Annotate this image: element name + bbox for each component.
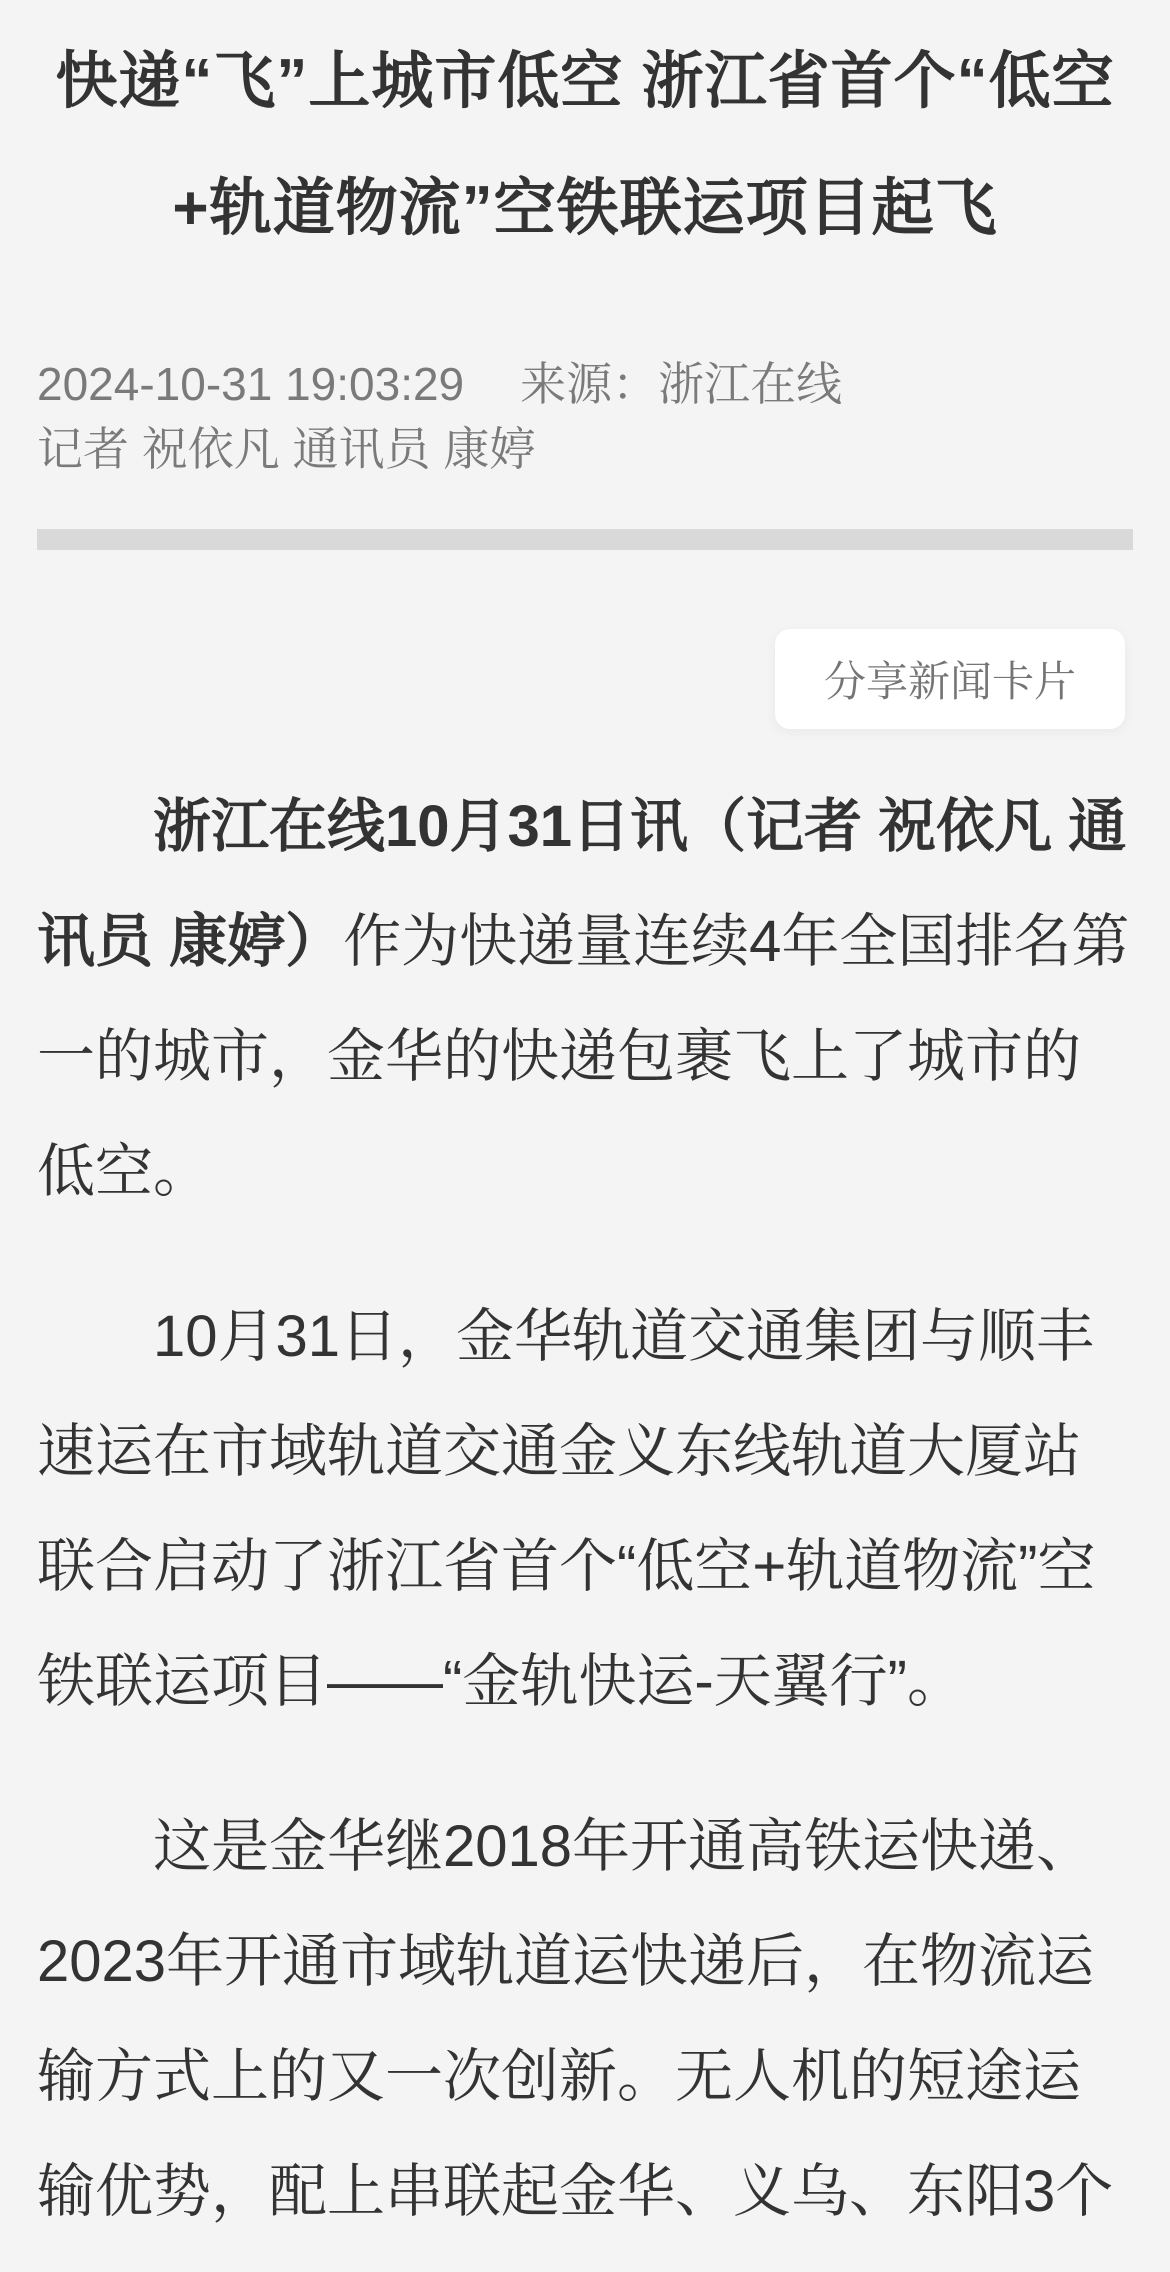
share-button-row: [37, 629, 1125, 729]
reporter-credit: 记者 祝依凡 通讯员 康婷: [37, 423, 536, 475]
paragraph-lead: 浙江在线10月31日讯（记者 祝依凡 通讯员 康婷）: [37, 794, 1127, 974]
publish-datetime: 2024-10-31 19:03:29: [37, 358, 465, 410]
article-meta: [37, 352, 1133, 482]
share-news-card-button[interactable]: 分享新闻卡片: [775, 629, 1125, 729]
paragraph-text: 作为快递量连续4年全国排名第一的城市，金华的快递包裹飞上了城市的低空。: [37, 909, 1130, 1204]
section-divider: [37, 529, 1133, 550]
paragraph: [37, 1789, 1133, 2249]
paragraph: [37, 769, 1133, 1229]
article-title: 快递“飞”上城市低空 浙江省首个“低空+轨道物流”空铁联运项目起飞: [55, 47, 1115, 243]
article-body: [37, 769, 1133, 2249]
paragraph-text: 这是金华继2018年开通高铁运快递、2023年开通市域轨道运快递后，在物流运输方式上的又一次创新。无人机的短途运输优势，配上串联起金华、义乌、东阳3个: [37, 1814, 1114, 2224]
paragraph: [37, 1279, 1133, 1739]
paragraph-text: 10月31日，金华轨道交通集团与顺丰速运在市域轨道交通金义东线轨道大厦站联合启动了浙江省首个“低空+轨道物流”空铁联运项目——“金轨快运-天翼行”。: [37, 1304, 1096, 1714]
article-source: 来源：浙江在线: [520, 358, 843, 410]
